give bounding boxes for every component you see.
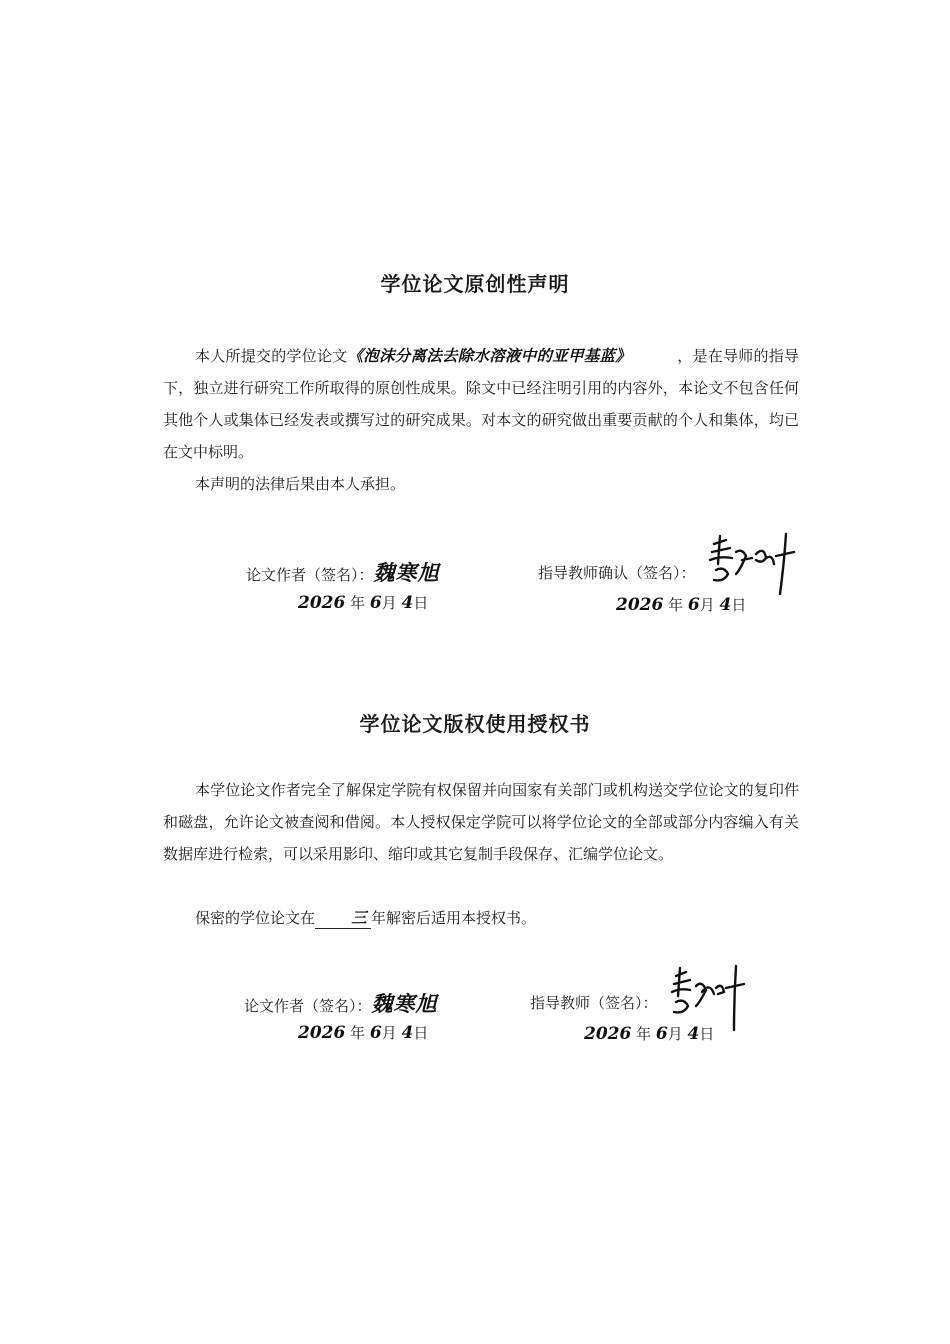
authorization-author-signature-line <box>244 988 438 1018</box>
month-unit: 月 <box>381 1024 397 1042</box>
year-unit: 年 <box>350 594 366 612</box>
authorization-title: 学位论文版权使用授权书 <box>359 712 591 736</box>
authorization-advisor-signature-line <box>530 992 658 1013</box>
advisor-handwritten-signature-1 <box>706 530 798 598</box>
date-year: 2026 <box>616 595 664 615</box>
thesis-title-handwritten: 《泡沫分离法去除水溶液中的亚甲基蓝》 <box>347 346 631 365</box>
year-unit: 年 <box>350 1024 366 1042</box>
declaration-author-date <box>298 592 428 613</box>
author-label: 论文作者（签名）： <box>244 997 372 1015</box>
authorization-paragraph-1: 本学位论文作者完全了解保定学院有权保留并向国家有关部门或机构送交学位论文的复印件和磁盘，允许论文被查阅和借阅。本人授权保定学院可以将学位论文的全部或部分内容编入有关数据库进行检索，可以采用影印、缩印或其它复制手段保存、汇编学位论文。 <box>163 781 799 863</box>
year-unit: 年 <box>636 1025 652 1043</box>
para1-rest: 指导下，独立进行研究工作所取得的原创性成果。除文中已经注明引用的内容外，本论文不包含任何其他个人或集体已经发表或撰写过的研究成果。对本文的研究做出重要贡献的个人和集体，均已在文中标明。 <box>163 347 799 461</box>
para2-prefix: 保密的学位论文在 <box>195 909 316 927</box>
date-month: 6 <box>687 595 700 615</box>
date-month: 6 <box>655 1024 668 1044</box>
date-day: 4 <box>687 1024 700 1044</box>
confidential-years: 三 <box>351 908 367 927</box>
year-unit: 年 <box>668 596 684 614</box>
para1-suffix: ，是在导师的 <box>676 347 769 365</box>
authorization-paragraph-2 <box>163 902 799 934</box>
date-day: 4 <box>719 595 732 615</box>
declaration-advisor-date <box>616 594 746 615</box>
para2-suffix: 年解密后适用本授权书。 <box>371 909 537 927</box>
author-signature: 魏寒旭 <box>371 991 438 1016</box>
authorization-advisor-date <box>584 1023 714 1044</box>
declaration-advisor-signature-line <box>538 562 696 583</box>
date-day: 4 <box>401 593 414 613</box>
date-month: 6 <box>369 1023 382 1043</box>
date-year: 2026 <box>584 1024 632 1044</box>
date-day: 4 <box>401 1023 414 1043</box>
day-unit: 日 <box>699 1025 715 1043</box>
day-unit: 日 <box>413 1024 429 1042</box>
authorization-author-date <box>298 1022 428 1043</box>
date-month: 6 <box>369 593 382 613</box>
date-year: 2026 <box>298 1023 346 1043</box>
month-unit: 月 <box>381 594 397 612</box>
author-label: 论文作者（签名）： <box>246 566 374 584</box>
para1-prefix: 本人所提交的学位论文 <box>195 347 348 365</box>
day-unit: 日 <box>413 594 429 612</box>
day-unit: 日 <box>731 596 747 614</box>
declaration-paragraph-2: 本声明的法律后果由本人承担。 <box>195 475 406 493</box>
declaration-author-signature-line <box>246 557 440 587</box>
advisor-label: 指导教师（签名）： <box>530 994 658 1012</box>
month-unit: 月 <box>699 596 715 614</box>
author-signature: 魏寒旭 <box>373 560 440 585</box>
month-unit: 月 <box>667 1025 683 1043</box>
declaration-title: 学位论文原创性声明 <box>380 272 570 296</box>
advisor-label: 指导教师确认（签名）： <box>538 564 696 582</box>
date-year: 2026 <box>298 593 346 613</box>
confidential-years-field <box>315 908 371 929</box>
declaration-paragraph-1 <box>163 340 799 468</box>
